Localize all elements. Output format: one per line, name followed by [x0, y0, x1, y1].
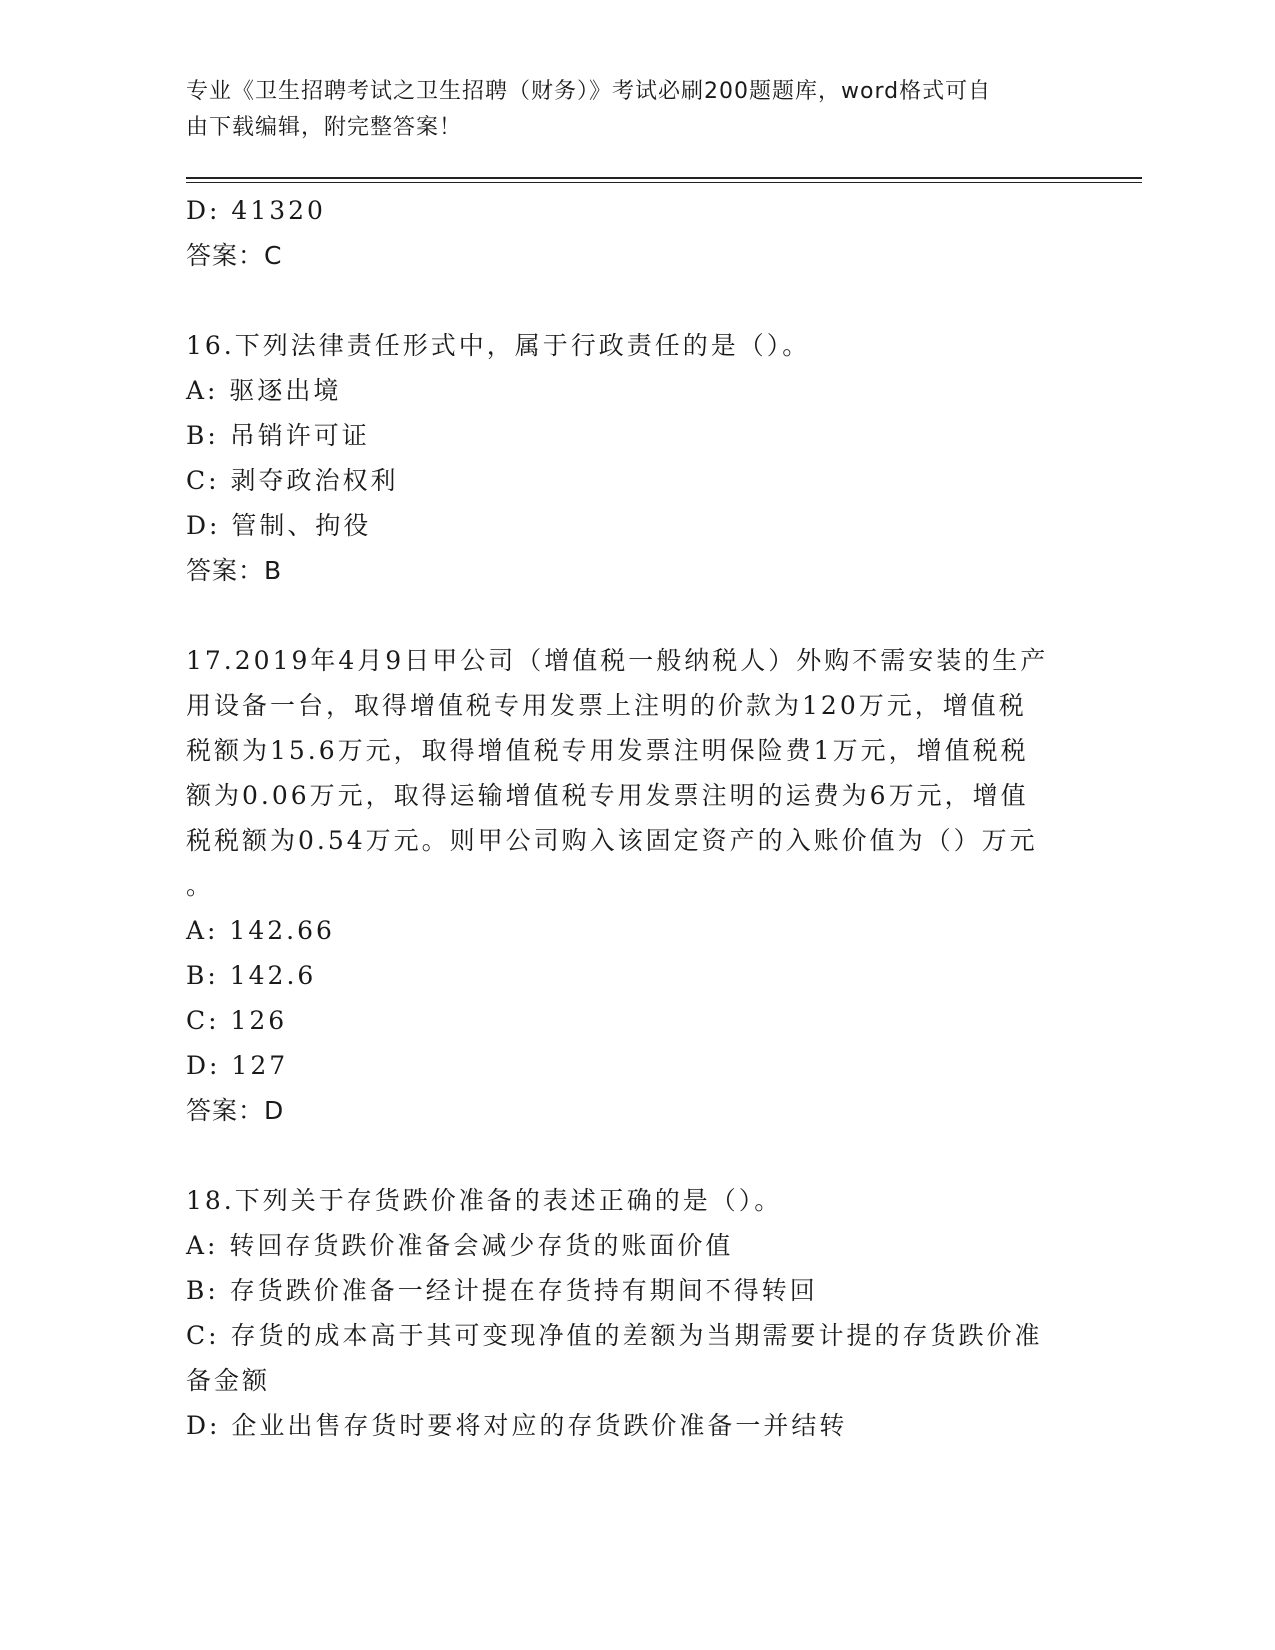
document-header: [186, 74, 1066, 146]
question-17-option-b: B: 142.6: [186, 961, 317, 990]
header-rule-thin: [186, 182, 1142, 183]
spacer: [186, 593, 1076, 638]
question-content: [186, 188, 1076, 1448]
spacer: [186, 1133, 1076, 1178]
question-16-option-b: B: 吊销许可证: [186, 421, 370, 450]
question-16-option-c: C: 剥夺政治权利: [186, 466, 399, 495]
question-17-stem-line-6: 。: [186, 871, 215, 900]
question-17-option-a: A: 142.66: [186, 916, 335, 945]
question-17-option-c: C: 126: [186, 1006, 288, 1035]
question-17-stem-line-4: 额为0.06万元，取得运输增值税专用发票注明的运费为6万元，增值: [186, 781, 1029, 810]
question-17-option-d: D: 127: [186, 1051, 289, 1080]
question-17-stem-line-2: 用设备一台，取得增值税专用发票上注明的价款为120万元，增值税: [186, 691, 1027, 720]
header-rule-thick: [186, 177, 1142, 179]
question-17-stem-line-5: 税税额为0.54万元。则甲公司购入该固定资产的入账价值为（）万元: [186, 826, 1038, 855]
question-16-answer: 答案：B: [186, 556, 283, 585]
question-18-option-c-line-2: 备金额: [186, 1366, 271, 1395]
spacer: [186, 278, 1076, 323]
question-18-option-b: B: 存货跌价准备一经计提在存货持有期间不得转回: [186, 1276, 818, 1305]
question-18-stem: 18.下列关于存货跌价准备的表述正确的是（）。: [186, 1186, 783, 1215]
header-line-2: 由下载编辑，附完整答案！: [186, 115, 463, 140]
header-line-1: 专业《卫生招聘考试之卫生招聘（财务）》考试必刷200题题库，word格式可自: [186, 79, 992, 104]
question-16-option-a: A: 驱逐出境: [186, 376, 342, 405]
question-18-option-d: D: 企业出售存货时要将对应的存货跌价准备一并结转: [186, 1411, 848, 1440]
question-17-answer: 答案：D: [186, 1096, 285, 1125]
answer: 答案：C: [186, 241, 283, 270]
question-18-option-c-line-1: C: 存货的成本高于其可变现净值的差额为当期需要计提的存货跌价准: [186, 1321, 1043, 1350]
question-17-stem-line-1: 17.2019年4月9日甲公司（增值税一般纳税人）外购不需安装的生产: [186, 646, 1049, 675]
question-17-stem-line-3: 税额为15.6万元，取得增值税专用发票注明保险费1万元，增值税税: [186, 736, 1029, 765]
option-d: D: 41320: [186, 196, 326, 225]
question-16-stem: 16.下列法律责任形式中，属于行政责任的是（）。: [186, 331, 811, 360]
question-16-option-d: D: 管制、拘役: [186, 511, 372, 540]
question-18-option-a: A: 转回存货跌价准备会减少存货的账面价值: [186, 1231, 734, 1260]
